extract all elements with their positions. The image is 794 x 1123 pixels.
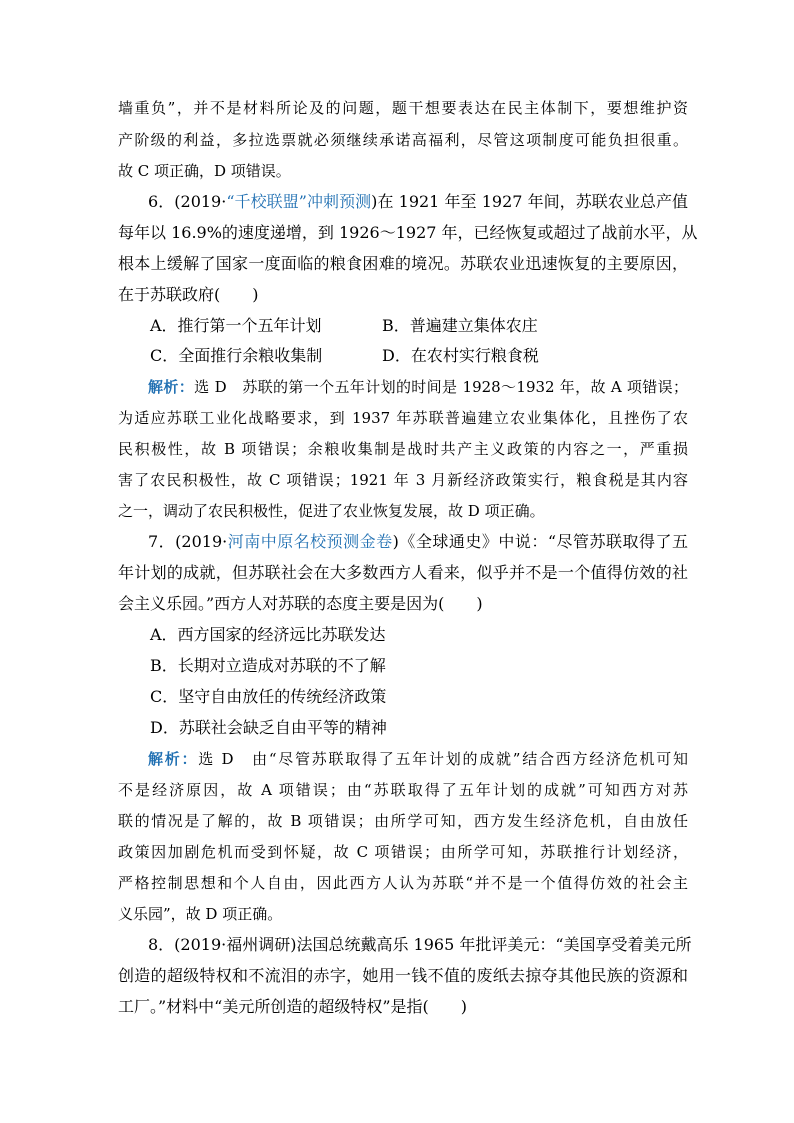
- q6-analysis-line-4: 害了农民积极性，故 C 项错误；1921 年 3 月新经济政策实行，粮食税是其内容: [118, 471, 688, 489]
- q7-analysis-label: 解析：: [148, 750, 199, 768]
- q7-analysis-line-3: 联的情况是了解的，故 B 项错误；由所学可知，西方发生经济危机，自由放任: [118, 812, 688, 830]
- q6-source: “千校联盟”冲刺预测: [226, 192, 372, 211]
- q6-analysis-text: 选 D 苏联的第一个五年计划的时间是 1928～1932 年，故 A 项错误；: [194, 378, 688, 396]
- q8-stem-line-3: 工厂。”材料中“美元所创造的超级特权”是指( ): [118, 997, 468, 1016]
- q6-stem-line-1: [148, 192, 688, 212]
- q7-stem-rest: )《全球通史》中说：“尽管苏联取得了五: [392, 532, 688, 551]
- q7-analysis-line-6: 义乐园”，故 D 项正确。: [118, 905, 283, 923]
- q6-stem-line-2: 每年以 16.9%的速度递增，到 1926～1927 年，已经恢复或超过了战前水平，从: [118, 223, 698, 242]
- q7-stem-line-3: 会主义乐园。”西方人对苏联的态度主要是因为( ): [118, 594, 483, 613]
- q6-analysis-label: 解析：: [148, 378, 195, 396]
- q6-analysis-line-3: 民积极性，故 B 项错误；余粮收集制是战时共产主义政策的内容之一，严重损: [118, 440, 688, 458]
- q6-option-b: B．普遍建立集体农庄: [382, 316, 538, 335]
- q7-option-c: C．坚守自由放任的传统经济政策: [150, 687, 387, 706]
- q7-option-d: D．苏联社会缺乏自由平等的精神: [150, 718, 387, 737]
- intro-line-1: 墙重负”，并不是材料所论及的问题，题干想要表达在民主体制下，要想维护资: [118, 99, 688, 117]
- q8-stem-line-2: 创造的超级特权和不流泪的赤字，她用一钱不值的废纸去掠夺其他民族的资源和: [118, 966, 688, 985]
- q7-option-a: A．西方国家的经济远比苏联发达: [150, 625, 386, 644]
- q7-analysis-line-5: 严格控制思想和个人自由，因此西方人认为苏联“并不是一个值得仿效的社会主: [118, 874, 688, 892]
- q7-analysis-line-1: [148, 749, 688, 769]
- q6-number: 6．(2019·: [148, 192, 227, 211]
- q6-analysis-line-5: 之一，调动了农民积极性，促进了农业恢复发展，故 D 项正确。: [118, 502, 545, 520]
- q7-analysis-text: 选 D 由“尽管苏联取得了五年计划的成就”结合西方经济危机可知: [198, 750, 688, 768]
- q6-option-c: C．全面推行余粮收集制: [150, 346, 323, 365]
- q8-stem-line-1: 8．(2019·福州调研)法国总统戴高乐 1965 年批评美元：“美国享受着美元所: [148, 935, 692, 954]
- q7-source: 河南中原名校预测金卷: [227, 532, 393, 551]
- q7-stem-line-1: [148, 532, 688, 552]
- q6-stem-line-3: 根本上缓解了国家一度面临的粮食困难的境况。苏联农业迅速恢复的主要原因，: [118, 254, 688, 273]
- q7-option-b: B．长期对立造成对苏联的不了解: [150, 656, 386, 675]
- q7-analysis-line-2: 不是经济原因，故 A 项错误；由“苏联取得了五年计划的成就”可知西方对苏: [118, 781, 688, 799]
- q6-analysis-line-1: [148, 377, 688, 397]
- q6-option-d: D．在农村实行粮食税: [382, 346, 539, 365]
- q7-number: 7．(2019·: [148, 532, 228, 551]
- q7-analysis-line-4: 政策因加剧危机而受到怀疑，故 C 项错误；由所学可知，苏联推行计划经济，: [118, 843, 688, 861]
- q6-stem-rest: )在 1921 年至 1927 年间，苏联农业总产值: [371, 192, 688, 211]
- q7-stem-line-2: 年计划的成就，但苏联社会在大多数西方人看来，似乎并不是一个值得仿效的社: [118, 563, 688, 582]
- q6-stem-line-4: 在于苏联政府( ): [118, 285, 259, 304]
- intro-line-3: 故 C 项正确，D 项错误。: [118, 162, 291, 180]
- intro-line-2: 产阶级的利益，多拉选票就必须继续承诺高福利，尽管这项制度可能负担很重。: [118, 131, 688, 149]
- q6-option-a: A．推行第一个五年计划: [150, 316, 322, 335]
- q6-analysis-line-2: 为适应苏联工业化战略要求，到 1937 年苏联普遍建立农业集体化，且挫伤了农: [118, 409, 688, 427]
